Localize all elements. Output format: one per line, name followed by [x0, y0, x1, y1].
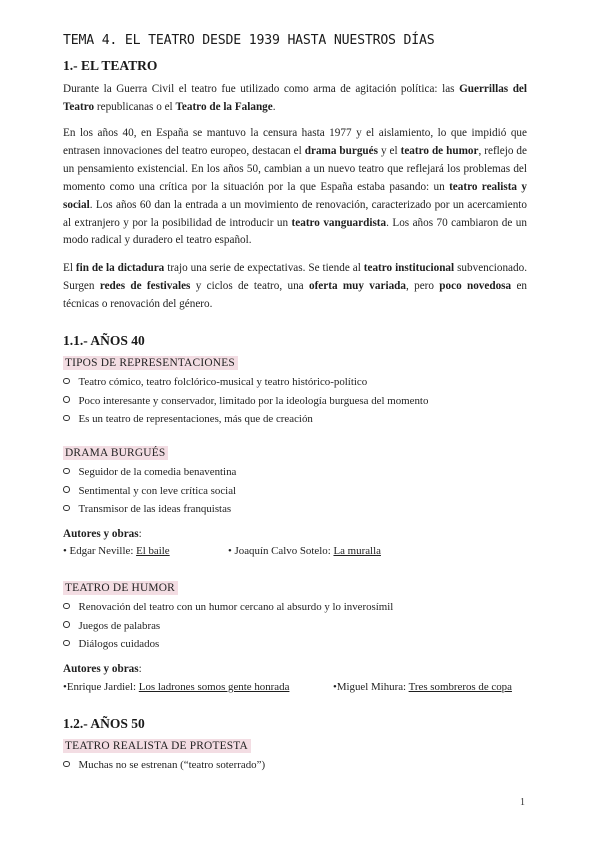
list-item-text: Poco interesante y conservador, limitado por la ideología burguesa del momento	[78, 394, 429, 407]
list-humor	[63, 598, 533, 654]
circle-bullet-icon	[63, 603, 70, 610]
subheading-teatro-humor: TEATRO DE HUMOR	[63, 581, 178, 595]
bold-run: teatro de humor	[400, 144, 479, 157]
list-item	[63, 635, 533, 654]
list-item-text: Transmisor de las ideas franquistas	[78, 503, 232, 516]
list-item	[63, 598, 533, 617]
author-name: •Miguel Mihura:	[333, 681, 409, 693]
authors-label-colon: :	[138, 663, 142, 675]
section-heading-anos-50: 1.2.- AÑOS 50	[63, 716, 145, 731]
circle-bullet-icon	[63, 396, 70, 403]
author-row-humor-2	[333, 681, 512, 693]
list-tipos	[63, 373, 533, 429]
authors-label-drama	[63, 528, 142, 540]
text-run: trajo una serie de expectativas. Se tiende al	[164, 262, 364, 274]
author-row-humor-1	[63, 681, 289, 693]
list-item	[63, 617, 533, 636]
text-run: Durante la Guerra Civil el teatro fue utilizado como arma de agitación política: las	[63, 83, 460, 95]
circle-bullet-icon	[63, 468, 70, 475]
text-run: y el	[377, 144, 401, 157]
subheading-drama-burgues: DRAMA BURGUÉS	[63, 446, 168, 460]
list-drama	[63, 463, 533, 519]
section-heading-anos-40: 1.1.- AÑOS 40	[63, 333, 145, 348]
authors-label-text: Autores y obras	[63, 663, 139, 675]
list-item-text: Renovación del teatro con un humor cercano al absurdo y lo inverosímil	[78, 601, 394, 613]
bold-run: Teatro de la Falange	[175, 100, 273, 113]
author-name: • Edgar Neville:	[63, 545, 137, 557]
paragraph-fin-dictadura	[63, 260, 527, 314]
subheading-tipos-representaciones: TIPOS DE REPRESENTACIONES	[63, 356, 238, 370]
bold-run: drama burgués	[304, 144, 378, 157]
work-title: Tres sombreros de copa	[408, 681, 512, 693]
list-item-text: Sentimental y con leve crítica social	[78, 484, 237, 497]
circle-bullet-icon	[63, 415, 70, 422]
list-item	[63, 756, 533, 775]
bold-run: oferta muy variada	[308, 279, 406, 292]
text-run: y ciclos de teatro, una	[190, 279, 309, 292]
list-item-text: Teatro cómico, teatro folclórico-musical y teatro histórico-político	[78, 376, 368, 388]
list-item-text: Diálogos cuidados	[78, 638, 160, 651]
list-realista	[63, 756, 533, 775]
paragraph-guerra-civil	[63, 81, 527, 117]
work-title: El baile	[136, 545, 170, 557]
list-item-text: Es un teatro de representaciones, más que de creación	[78, 413, 313, 426]
list-item	[63, 500, 533, 519]
text-run: , reflejo de un pensamiento existencial. En los años 50, cambian a un nuevo teatro que reflejará los problemas del momento como una crítica por la situación por la que España estaba pasando: un	[63, 144, 527, 193]
bold-run: teatro realista y social	[63, 180, 527, 211]
author-name: •Enrique Jardiel:	[63, 681, 139, 693]
section-heading-teatro: 1.- EL TEATRO	[63, 58, 158, 73]
subheading-teatro-realista: TEATRO REALISTA DE PROTESTA	[63, 739, 251, 753]
list-item	[63, 410, 533, 429]
list-item-text: Juegos de palabras	[78, 619, 161, 632]
bold-run: fin de la dictadura	[75, 262, 165, 274]
list-item	[63, 482, 533, 501]
page-number: 1	[520, 797, 525, 808]
circle-bullet-icon	[63, 640, 70, 647]
bold-run: teatro vanguardista	[291, 216, 387, 229]
text-run: subvencionado. Surgen	[63, 262, 527, 292]
authors-label-humor	[63, 663, 142, 675]
list-item	[63, 463, 533, 482]
work-title: Los ladrones somos gente honrada	[138, 681, 290, 693]
work-title: La muralla	[333, 545, 381, 557]
circle-bullet-icon	[63, 378, 70, 385]
text-run: . Los años 70 cambiaron de un modo radical y duradero el teatro español.	[63, 216, 527, 247]
author-row-drama-2	[228, 545, 381, 557]
list-item-text: Muchas no se estrenan (“teatro soterrado”)	[78, 759, 266, 771]
circle-bullet-icon	[63, 761, 70, 768]
list-item	[63, 373, 533, 392]
document-title: TEMA 4. EL TEATRO DESDE 1939 HASTA NUESTROS DÍAS	[63, 33, 435, 48]
text-run: .	[272, 100, 276, 113]
text-run: , pero	[405, 279, 440, 292]
authors-label-text: Autores y obras	[63, 528, 139, 540]
circle-bullet-icon	[63, 505, 70, 512]
bold-run: poco novedosa	[439, 279, 512, 292]
bold-run: teatro institucional	[363, 262, 455, 274]
authors-label-colon: :	[138, 528, 142, 540]
list-item	[63, 392, 533, 411]
text-run: republicanas o el	[94, 100, 176, 113]
text-run: en técnicas o renovación del género.	[63, 279, 527, 310]
author-row-drama-1	[63, 545, 170, 557]
circle-bullet-icon	[63, 621, 70, 628]
paragraph-anos-40	[63, 125, 527, 250]
text-run: . Los años 60 dan la entrada a un movimiento de renovación, caracterizado por un acercamiento al extranjero y por la posibilidad de introducir un	[63, 198, 527, 229]
bold-run: redes de festivales	[99, 279, 191, 292]
author-name: • Joaquín Calvo Sotelo:	[228, 545, 334, 557]
bold-run: Guerrillas del Teatro	[63, 83, 528, 113]
text-run: El	[63, 262, 76, 274]
list-item-text: Seguidor de la comedia benaventina	[78, 466, 237, 478]
text-run: En los años 40, en España se mantuvo la censura hasta 1977 y el aislamiento, lo que impidió que entrasen innovaciones del teatro europeo, destacan el	[63, 127, 527, 157]
circle-bullet-icon	[63, 486, 70, 493]
